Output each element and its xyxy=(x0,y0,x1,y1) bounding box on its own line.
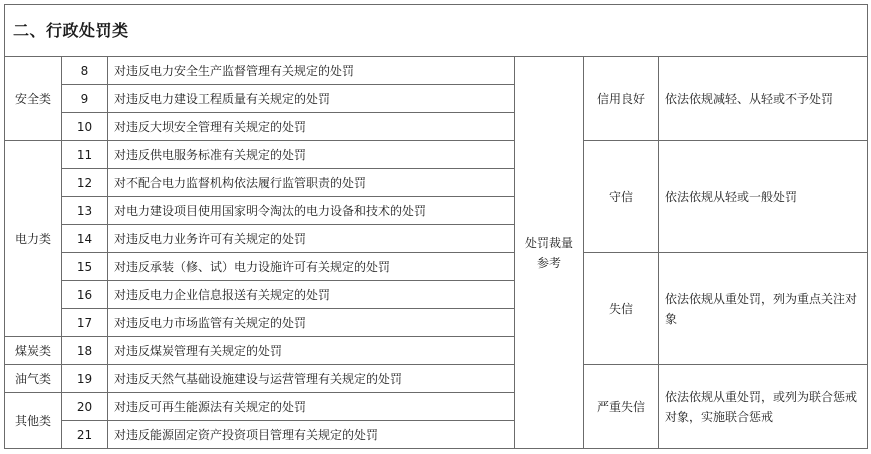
row-item: 对违反承装（修、试）电力设施许可有关规定的处罚 xyxy=(108,253,515,281)
credit-measure: 依法依规从重处罚，或列为联合惩戒对象，实施联合惩戒 xyxy=(659,365,868,449)
row-number: 20 xyxy=(62,393,108,421)
row-item: 对违反大坝安全管理有关规定的处罚 xyxy=(108,113,515,141)
row-number: 15 xyxy=(62,253,108,281)
credit-grade: 失信 xyxy=(584,253,659,365)
row-number: 19 xyxy=(62,365,108,393)
row-item: 对违反能源固定资产投资项目管理有关规定的处罚 xyxy=(108,421,515,449)
credit-measure: 依法依规从重处罚，列为重点关注对象 xyxy=(659,253,868,365)
section-title: 二、行政处罚类 xyxy=(5,5,868,57)
table-row xyxy=(5,365,868,393)
credit-grade: 守信 xyxy=(584,141,659,253)
row-number: 21 xyxy=(62,421,108,449)
category-power: 电力类 xyxy=(5,141,62,337)
row-number: 12 xyxy=(62,169,108,197)
row-item: 对违反电力安全生产监督管理有关规定的处罚 xyxy=(108,57,515,85)
row-item: 对违反可再生能源法有关规定的处罚 xyxy=(108,393,515,421)
category-coal: 煤炭类 xyxy=(5,337,62,365)
row-number: 10 xyxy=(62,113,108,141)
row-item: 对违反天然气基础设施建设与运营管理有关规定的处罚 xyxy=(108,365,515,393)
category-other: 其他类 xyxy=(5,393,62,449)
row-number: 11 xyxy=(62,141,108,169)
row-number: 9 xyxy=(62,85,108,113)
penalty-reference xyxy=(515,57,584,449)
row-item: 对违反供电服务标准有关规定的处罚 xyxy=(108,141,515,169)
penalty-table xyxy=(4,4,868,449)
row-number: 17 xyxy=(62,309,108,337)
row-number: 8 xyxy=(62,57,108,85)
credit-measure: 依法依规减轻、从轻或不予处罚 xyxy=(659,57,868,141)
row-number: 16 xyxy=(62,281,108,309)
credit-grade: 信用良好 xyxy=(584,57,659,141)
penalty-reference-text: 处罚裁量参考 xyxy=(525,235,574,270)
row-item: 对不配合电力监督机构依法履行监管职责的处罚 xyxy=(108,169,515,197)
row-item: 对违反煤炭管理有关规定的处罚 xyxy=(108,337,515,365)
row-number: 13 xyxy=(62,197,108,225)
credit-grade: 严重失信 xyxy=(584,365,659,449)
row-item: 对违反电力业务许可有关规定的处罚 xyxy=(108,225,515,253)
table-row xyxy=(5,141,868,169)
row-number: 14 xyxy=(62,225,108,253)
credit-measure: 依法依规从轻或一般处罚 xyxy=(659,141,868,253)
table-row xyxy=(5,253,868,281)
row-item: 对违反电力市场监管有关规定的处罚 xyxy=(108,309,515,337)
row-item: 对违反电力建设工程质量有关规定的处罚 xyxy=(108,85,515,113)
row-item: 对违反电力企业信息报送有关规定的处罚 xyxy=(108,281,515,309)
category-safety: 安全类 xyxy=(5,57,62,141)
row-number: 18 xyxy=(62,337,108,365)
category-oil-gas: 油气类 xyxy=(5,365,62,393)
table-row xyxy=(5,57,868,85)
row-item: 对电力建设项目使用国家明令淘汰的电力设备和技术的处罚 xyxy=(108,197,515,225)
